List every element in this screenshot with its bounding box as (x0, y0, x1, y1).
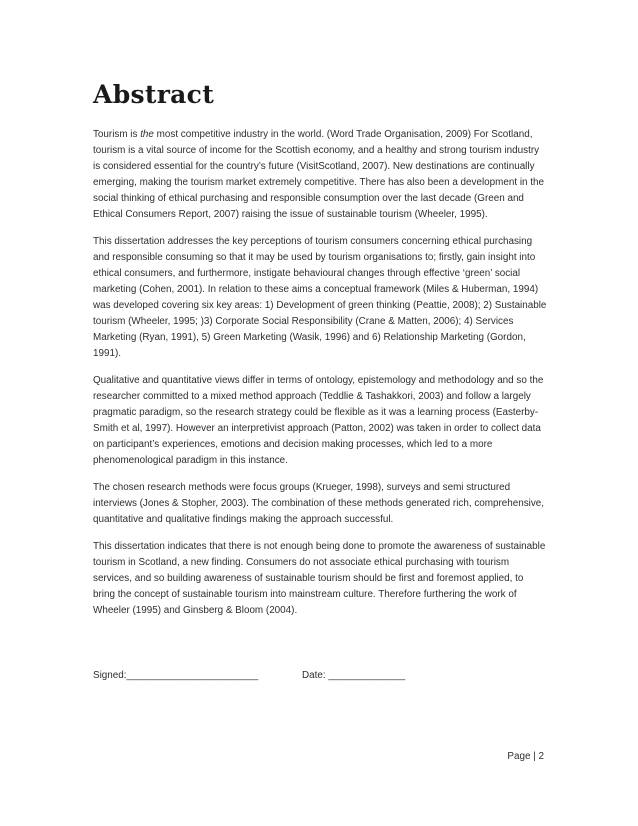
paragraph-1-start: Tourism is (93, 129, 141, 140)
abstract-body (93, 127, 548, 630)
paragraph-5: This dissertation indicates that there is not enough being done to promote the awareness of sustainable tourism in Scotland, a new finding. Consumers do not associate ethical purchasing with tourism services, and so building awareness of sustainable tourism should be first and foremost applied, to bring the concept of sustainable tourism into mainstream culture. Therefore furthering the work of Wheeler (1995) and Ginsberg & Bloom (2004). (93, 541, 546, 616)
paragraph-3: Qualitative and quantitative views differ in terms of ontology, epistemology and methodology and so the researcher committed to a mixed method approach (Teddlie & Tashakkori, 2003) and follow a largely pragmatic paradigm, so the research strategy could be flexible as it was a learning process (Easterby-Smith et al, 1997). However an interpretivist approach (Patton, 2002) was taken in order to collect data on participant’s experiences, emotions and decision making processes, which led to a more phenomenological paradigm in this instance. (93, 375, 544, 466)
paragraph-4: The chosen research methods were focus groups (Krueger, 1998), surveys and semi structured interviews (Jones & Stopher, 2003). The combination of these methods generated rich, comprehensive, quantitative and qualitative findings making the approach successful. (93, 482, 545, 525)
page-title: Abstract (93, 80, 215, 109)
paragraph-1-emphasis: the (140, 129, 154, 140)
paragraph-1 (93, 127, 548, 223)
date-line: Date: ______________ (302, 670, 406, 681)
signed-line: Signed:________________________ (93, 670, 259, 681)
paragraph-2: This dissertation addresses the key perceptions of tourism consumers concerning ethical purchasing and responsible consuming so that it may be used by tourism organisations to; firstly, gain insight into ethical consumers, and furthermore, instigate behavioural changes through effective ‘green’ social marketing (Cohen, 2001). In relation to these aims a conceptual framework (Miles & Huberman, 1994) was developed covering six key areas: 1) Development of green thinking (Peattie, 2008); 2) Sustainable tourism (Wheeler, 1995; )3) Corporate Social Responsibility (Crane & Matten, 2006); 4) Services Marketing (Ryan, 1991), 5) Green Marketing (Wasik, 1996) and 6) Relationship Marketing (Gordon, 1991). (93, 236, 547, 359)
paragraph-1-rest: most competitive industry in the world. (Word Trade Organisation, 2009) For Scotland, tourism is a vital source of income for the Scottish economy, and a healthy and strong tourism industry is considered essential for the country’s future (VisitScotland, 2007). New destinations are continually emerging, making the tourism market extremely competitive. There has also been a development in the social thinking of ethical purchasing and responsible consumption over the last decade (Green and Ethical Consumers Report, 2007) raising the issue of sustainable tourism (Wheeler, 1995). (93, 129, 544, 220)
page-number-footer: Page | 2 (507, 751, 544, 762)
